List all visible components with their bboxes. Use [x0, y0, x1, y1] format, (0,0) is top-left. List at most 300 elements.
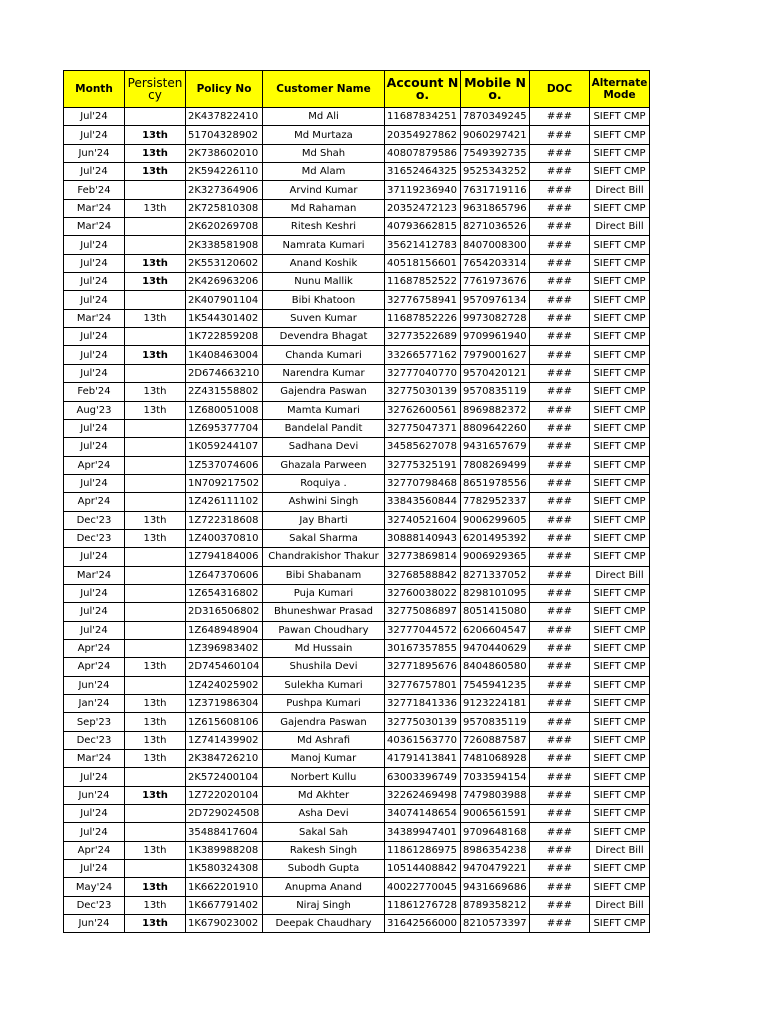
table-row [64, 750, 650, 768]
cell-month: Jun'24 [64, 144, 125, 162]
cell-doc: ### [530, 108, 590, 126]
cell-alternate-mode: Direct Bill [590, 566, 650, 584]
cell-month: Jan'24 [64, 695, 125, 713]
cell-customer-name: Gajendra Paswan [263, 713, 385, 731]
cell-doc: ### [530, 584, 590, 602]
cell-customer-name: Suven Kumar [263, 309, 385, 327]
cell-alternate-mode: Direct Bill [590, 218, 650, 236]
cell-policy-no: 1Z680051008 [186, 401, 263, 419]
cell-persistency: 13th [125, 529, 186, 547]
cell-customer-name: Nunu Mallik [263, 273, 385, 291]
cell-account-no: 32762600561 [385, 401, 461, 419]
cell-account-no: 32760038022 [385, 584, 461, 602]
cell-account-no: 32775325191 [385, 456, 461, 474]
cell-alternate-mode: SIEFT CMP [590, 474, 650, 492]
cell-persistency: 13th [125, 254, 186, 272]
cell-doc: ### [530, 639, 590, 657]
cell-policy-no: 2K437822410 [186, 108, 263, 126]
table-row [64, 584, 650, 602]
cell-month: Jul'24 [64, 328, 125, 346]
cell-doc: ### [530, 731, 590, 749]
cell-account-no: 40518156601 [385, 254, 461, 272]
cell-customer-name: Bibi Khatoon [263, 291, 385, 309]
cell-doc: ### [530, 181, 590, 199]
cell-persistency [125, 639, 186, 657]
cell-doc: ### [530, 805, 590, 823]
cell-customer-name: Jay Bharti [263, 511, 385, 529]
cell-customer-name: Md Ali [263, 108, 385, 126]
cell-customer-name: Md Ashrafi [263, 731, 385, 749]
cell-customer-name: Sakal Sah [263, 823, 385, 841]
cell-customer-name: Niraj Singh [263, 896, 385, 914]
cell-mobile-no: 7631719116 [461, 181, 530, 199]
cell-doc: ### [530, 658, 590, 676]
cell-customer-name: Ashwini Singh [263, 493, 385, 511]
cell-doc: ### [530, 291, 590, 309]
cell-persistency: 13th [125, 695, 186, 713]
cell-policy-no: 1K580324308 [186, 860, 263, 878]
cell-customer-name: Asha Devi [263, 805, 385, 823]
cell-doc: ### [530, 456, 590, 474]
cell-customer-name: Gajendra Paswan [263, 383, 385, 401]
cell-account-no: 11861276728 [385, 896, 461, 914]
cell-persistency: 13th [125, 383, 186, 401]
cell-policy-no: 1N709217502 [186, 474, 263, 492]
table-row [64, 566, 650, 584]
table-row [64, 401, 650, 419]
cell-mobile-no: 8271036526 [461, 218, 530, 236]
cell-alternate-mode: SIEFT CMP [590, 639, 650, 657]
cell-account-no: 31652464325 [385, 163, 461, 181]
cell-doc: ### [530, 254, 590, 272]
cell-alternate-mode: SIEFT CMP [590, 163, 650, 181]
cell-alternate-mode: Direct Bill [590, 841, 650, 859]
cell-month: Apr'24 [64, 456, 125, 474]
cell-mobile-no: 7808269499 [461, 456, 530, 474]
cell-doc: ### [530, 768, 590, 786]
cell-policy-no: 1Z648948904 [186, 621, 263, 639]
cell-customer-name: Md Shah [263, 144, 385, 162]
cell-alternate-mode: SIEFT CMP [590, 786, 650, 804]
cell-policy-no: 1Z400370810 [186, 529, 263, 547]
cell-alternate-mode: SIEFT CMP [590, 621, 650, 639]
cell-alternate-mode: SIEFT CMP [590, 915, 650, 933]
table-row [64, 841, 650, 859]
header-alternate-mode: Alternate Mode [590, 71, 650, 108]
cell-customer-name: Arvind Kumar [263, 181, 385, 199]
cell-mobile-no: 7782952337 [461, 493, 530, 511]
cell-customer-name: Md Rahaman [263, 199, 385, 217]
cell-persistency [125, 419, 186, 437]
cell-month: Jul'24 [64, 823, 125, 841]
cell-customer-name: Md Alam [263, 163, 385, 181]
cell-mobile-no: 7870349245 [461, 108, 530, 126]
table-row [64, 713, 650, 731]
cell-persistency: 13th [125, 511, 186, 529]
cell-doc: ### [530, 273, 590, 291]
cell-account-no: 33843560844 [385, 493, 461, 511]
cell-month: Jul'24 [64, 108, 125, 126]
table-row [64, 548, 650, 566]
cell-doc: ### [530, 163, 590, 181]
table-row [64, 823, 650, 841]
cell-persistency [125, 621, 186, 639]
cell-alternate-mode: SIEFT CMP [590, 291, 650, 309]
cell-alternate-mode: SIEFT CMP [590, 529, 650, 547]
cell-persistency [125, 218, 186, 236]
cell-account-no: 32771841336 [385, 695, 461, 713]
cell-account-no: 34585627078 [385, 438, 461, 456]
cell-account-no: 20352472123 [385, 199, 461, 217]
cell-doc: ### [530, 346, 590, 364]
cell-mobile-no: 9709648168 [461, 823, 530, 841]
cell-customer-name: Md Murtaza [263, 126, 385, 144]
cell-mobile-no: 9060297421 [461, 126, 530, 144]
cell-customer-name: Bibi Shabanam [263, 566, 385, 584]
table-row [64, 144, 650, 162]
cell-policy-no: 2K338581908 [186, 236, 263, 254]
cell-doc: ### [530, 511, 590, 529]
cell-alternate-mode: SIEFT CMP [590, 199, 650, 217]
cell-account-no: 32775086897 [385, 603, 461, 621]
cell-customer-name: Narendra Kumar [263, 364, 385, 382]
cell-customer-name: Shushila Devi [263, 658, 385, 676]
cell-persistency: 13th [125, 401, 186, 419]
cell-alternate-mode: SIEFT CMP [590, 493, 650, 511]
cell-mobile-no: 6206604547 [461, 621, 530, 639]
cell-customer-name: Namrata Kumari [263, 236, 385, 254]
cell-mobile-no: 8789358212 [461, 896, 530, 914]
cell-account-no: 30888140943 [385, 529, 461, 547]
cell-persistency: 13th [125, 658, 186, 676]
cell-alternate-mode: SIEFT CMP [590, 603, 650, 621]
cell-persistency [125, 438, 186, 456]
cell-alternate-mode: SIEFT CMP [590, 878, 650, 896]
cell-mobile-no: 8298101095 [461, 584, 530, 602]
cell-account-no: 37119236940 [385, 181, 461, 199]
table-row [64, 218, 650, 236]
cell-doc: ### [530, 566, 590, 584]
cell-alternate-mode: SIEFT CMP [590, 273, 650, 291]
cell-policy-no: 2K426963206 [186, 273, 263, 291]
cell-customer-name: Subodh Gupta [263, 860, 385, 878]
cell-policy-no: 1Z424025902 [186, 676, 263, 694]
cell-month: Jun'24 [64, 915, 125, 933]
cell-policy-no: 1K667791402 [186, 896, 263, 914]
cell-persistency [125, 823, 186, 841]
cell-policy-no: 1K389988208 [186, 841, 263, 859]
cell-month: Jun'24 [64, 786, 125, 804]
cell-mobile-no: 6201495392 [461, 529, 530, 547]
cell-month: Jul'24 [64, 254, 125, 272]
cell-account-no: 32776757801 [385, 676, 461, 694]
table-row [64, 860, 650, 878]
cell-customer-name: Bandelal Pandit [263, 419, 385, 437]
cell-account-no: 11687852522 [385, 273, 461, 291]
cell-customer-name: Chandrakishor Thakur [263, 548, 385, 566]
cell-mobile-no: 7479803988 [461, 786, 530, 804]
cell-month: Jul'24 [64, 438, 125, 456]
cell-month: Dec'23 [64, 529, 125, 547]
cell-mobile-no: 9973082728 [461, 309, 530, 327]
cell-account-no: 31642566000 [385, 915, 461, 933]
cell-persistency [125, 236, 186, 254]
cell-account-no: 32777040770 [385, 364, 461, 382]
cell-alternate-mode: SIEFT CMP [590, 438, 650, 456]
cell-month: Jul'24 [64, 419, 125, 437]
cell-month: Apr'24 [64, 841, 125, 859]
cell-policy-no: 1Z794184006 [186, 548, 263, 566]
cell-month: Dec'23 [64, 731, 125, 749]
cell-alternate-mode: SIEFT CMP [590, 126, 650, 144]
cell-persistency [125, 566, 186, 584]
cell-account-no: 10514408842 [385, 860, 461, 878]
cell-alternate-mode: SIEFT CMP [590, 548, 650, 566]
cell-alternate-mode: SIEFT CMP [590, 456, 650, 474]
cell-customer-name: Md Akhter [263, 786, 385, 804]
cell-month: Jun'24 [64, 676, 125, 694]
cell-doc: ### [530, 841, 590, 859]
cell-customer-name: Bhuneshwar Prasad [263, 603, 385, 621]
cell-persistency [125, 805, 186, 823]
cell-account-no: 32777044572 [385, 621, 461, 639]
cell-policy-no: 1Z426111102 [186, 493, 263, 511]
cell-doc: ### [530, 915, 590, 933]
cell-alternate-mode: SIEFT CMP [590, 658, 650, 676]
cell-alternate-mode: SIEFT CMP [590, 309, 650, 327]
cell-customer-name: Deepak Chaudhary [263, 915, 385, 933]
cell-alternate-mode: SIEFT CMP [590, 236, 650, 254]
cell-persistency [125, 364, 186, 382]
cell-mobile-no: 9006561591 [461, 805, 530, 823]
cell-doc: ### [530, 676, 590, 694]
cell-persistency: 13th [125, 309, 186, 327]
cell-customer-name: Anupma Anand [263, 878, 385, 896]
cell-policy-no: 1K408463004 [186, 346, 263, 364]
cell-alternate-mode: SIEFT CMP [590, 328, 650, 346]
cell-policy-no: 1Z722020104 [186, 786, 263, 804]
table-row [64, 676, 650, 694]
cell-month: Jul'24 [64, 805, 125, 823]
cell-account-no: 40807879586 [385, 144, 461, 162]
cell-policy-no: 1Z537074606 [186, 456, 263, 474]
cell-doc: ### [530, 401, 590, 419]
cell-alternate-mode: SIEFT CMP [590, 676, 650, 694]
cell-customer-name: Sulekha Kumari [263, 676, 385, 694]
cell-policy-no: 2D745460104 [186, 658, 263, 676]
table-row [64, 456, 650, 474]
cell-month: Jul'24 [64, 273, 125, 291]
table-row [64, 364, 650, 382]
cell-mobile-no: 7761973676 [461, 273, 530, 291]
cell-customer-name: Chanda Kumari [263, 346, 385, 364]
cell-mobile-no: 9570420121 [461, 364, 530, 382]
policy-table [63, 70, 650, 933]
cell-doc: ### [530, 621, 590, 639]
table-row [64, 163, 650, 181]
cell-customer-name: Ghazala Parween [263, 456, 385, 474]
cell-account-no: 40022770045 [385, 878, 461, 896]
cell-persistency: 13th [125, 126, 186, 144]
cell-mobile-no: 9525343252 [461, 163, 530, 181]
cell-month: Jul'24 [64, 474, 125, 492]
cell-account-no: 11687834251 [385, 108, 461, 126]
cell-month: Jul'24 [64, 163, 125, 181]
cell-customer-name: Rakesh Singh [263, 841, 385, 859]
cell-customer-name: Sakal Sharma [263, 529, 385, 547]
cell-persistency: 13th [125, 731, 186, 749]
cell-account-no: 41791413841 [385, 750, 461, 768]
cell-doc: ### [530, 383, 590, 401]
table-row [64, 199, 650, 217]
cell-doc: ### [530, 786, 590, 804]
cell-month: Jul'24 [64, 346, 125, 364]
cell-month: Sep'23 [64, 713, 125, 731]
cell-account-no: 32771895676 [385, 658, 461, 676]
cell-doc: ### [530, 750, 590, 768]
cell-alternate-mode: SIEFT CMP [590, 823, 650, 841]
cell-persistency [125, 676, 186, 694]
table-row [64, 621, 650, 639]
cell-customer-name: Pushpa Kumari [263, 695, 385, 713]
cell-mobile-no: 8407008300 [461, 236, 530, 254]
cell-month: Apr'24 [64, 493, 125, 511]
table-row [64, 383, 650, 401]
cell-customer-name: Md Hussain [263, 639, 385, 657]
table-row [64, 438, 650, 456]
cell-doc: ### [530, 695, 590, 713]
cell-account-no: 32770798468 [385, 474, 461, 492]
cell-mobile-no: 8809642260 [461, 419, 530, 437]
table-row [64, 603, 650, 621]
cell-account-no: 32775030139 [385, 713, 461, 731]
cell-month: Jul'24 [64, 860, 125, 878]
cell-persistency [125, 108, 186, 126]
cell-month: Jul'24 [64, 621, 125, 639]
cell-policy-no: 1Z722318608 [186, 511, 263, 529]
table-row [64, 639, 650, 657]
cell-persistency [125, 768, 186, 786]
cell-alternate-mode: SIEFT CMP [590, 254, 650, 272]
cell-persistency [125, 291, 186, 309]
table-row [64, 768, 650, 786]
cell-mobile-no: 9470440629 [461, 639, 530, 657]
cell-persistency: 13th [125, 841, 186, 859]
cell-alternate-mode: SIEFT CMP [590, 731, 650, 749]
cell-alternate-mode: Direct Bill [590, 896, 650, 914]
cell-persistency [125, 603, 186, 621]
cell-account-no: 34074148654 [385, 805, 461, 823]
cell-mobile-no: 9570835119 [461, 713, 530, 731]
cell-account-no: 11861286975 [385, 841, 461, 859]
table-row [64, 658, 650, 676]
table-row [64, 236, 650, 254]
cell-account-no: 32768588842 [385, 566, 461, 584]
cell-month: Apr'24 [64, 658, 125, 676]
cell-account-no: 32776758941 [385, 291, 461, 309]
cell-policy-no: 1Z695377704 [186, 419, 263, 437]
table-row [64, 309, 650, 327]
cell-alternate-mode: SIEFT CMP [590, 860, 650, 878]
cell-policy-no: 1K662201910 [186, 878, 263, 896]
table-row [64, 108, 650, 126]
cell-mobile-no: 8271337052 [461, 566, 530, 584]
cell-policy-no: 1Z396983402 [186, 639, 263, 657]
cell-policy-no: 1Z647370606 [186, 566, 263, 584]
cell-alternate-mode: SIEFT CMP [590, 419, 650, 437]
cell-customer-name: Roquiya . [263, 474, 385, 492]
cell-persistency: 13th [125, 346, 186, 364]
cell-mobile-no: 8404860580 [461, 658, 530, 676]
cell-customer-name: Puja Kumari [263, 584, 385, 602]
cell-alternate-mode: SIEFT CMP [590, 768, 650, 786]
table-row [64, 805, 650, 823]
cell-policy-no: 2K572400104 [186, 768, 263, 786]
cell-month: Jul'24 [64, 584, 125, 602]
cell-doc: ### [530, 493, 590, 511]
table-row [64, 695, 650, 713]
cell-month: Jul'24 [64, 768, 125, 786]
table-body [64, 108, 650, 933]
cell-policy-no: 2K327364906 [186, 181, 263, 199]
cell-policy-no: 1Z371986304 [186, 695, 263, 713]
cell-policy-no: 2D316506802 [186, 603, 263, 621]
table-row [64, 181, 650, 199]
cell-persistency: 13th [125, 144, 186, 162]
cell-customer-name: Sadhana Devi [263, 438, 385, 456]
header-row [64, 71, 650, 108]
table-row [64, 878, 650, 896]
header-customer-name: Customer Name [263, 71, 385, 108]
cell-mobile-no: 9123224181 [461, 695, 530, 713]
cell-mobile-no: 9431657679 [461, 438, 530, 456]
cell-account-no: 32740521604 [385, 511, 461, 529]
cell-policy-no: 1K722859208 [186, 328, 263, 346]
cell-alternate-mode: SIEFT CMP [590, 584, 650, 602]
cell-mobile-no: 7545941235 [461, 676, 530, 694]
cell-persistency: 13th [125, 163, 186, 181]
cell-mobile-no: 7654203314 [461, 254, 530, 272]
cell-mobile-no: 9006929365 [461, 548, 530, 566]
cell-account-no: 40793662815 [385, 218, 461, 236]
cell-customer-name: Pawan Choudhary [263, 621, 385, 639]
cell-persistency: 13th [125, 915, 186, 933]
cell-policy-no: 1Z741439902 [186, 731, 263, 749]
cell-alternate-mode: SIEFT CMP [590, 511, 650, 529]
cell-month: Jul'24 [64, 291, 125, 309]
header-mobile-no: Mobile No. [461, 71, 530, 108]
cell-month: Aug'23 [64, 401, 125, 419]
cell-doc: ### [530, 144, 590, 162]
cell-mobile-no: 8651978556 [461, 474, 530, 492]
cell-policy-no: 2D674663210 [186, 364, 263, 382]
cell-policy-no: 2K620269708 [186, 218, 263, 236]
cell-mobile-no: 9006299605 [461, 511, 530, 529]
cell-policy-no: 2K594226110 [186, 163, 263, 181]
cell-mobile-no: 9631865796 [461, 199, 530, 217]
cell-mobile-no: 9431669686 [461, 878, 530, 896]
cell-customer-name: Ritesh Keshri [263, 218, 385, 236]
table-row [64, 273, 650, 291]
cell-persistency: 13th [125, 786, 186, 804]
cell-alternate-mode: SIEFT CMP [590, 401, 650, 419]
cell-persistency: 13th [125, 713, 186, 731]
cell-mobile-no: 8986354238 [461, 841, 530, 859]
cell-month: Mar'24 [64, 199, 125, 217]
cell-month: Feb'24 [64, 383, 125, 401]
cell-account-no: 35621412783 [385, 236, 461, 254]
cell-account-no: 40361563770 [385, 731, 461, 749]
